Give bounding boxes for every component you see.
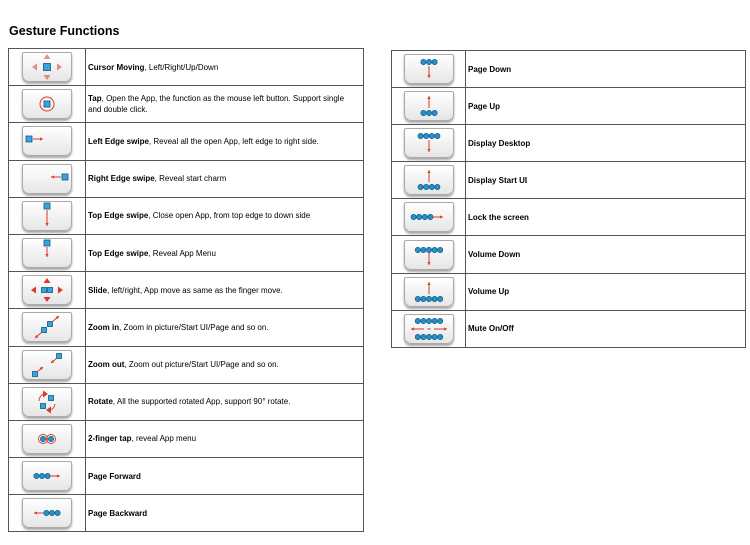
right-edge-swipe-icon: [22, 164, 72, 194]
table-row: [392, 88, 746, 125]
gesture-icon-cell: [392, 310, 466, 347]
gesture-name: Cursor Moving: [88, 62, 145, 72]
gesture-name: Zoom out: [88, 360, 125, 370]
gesture-description: [466, 125, 746, 162]
gesture-description: [86, 160, 364, 197]
page-backward-icon: [22, 498, 72, 528]
gesture-name: Lock the screen: [468, 212, 529, 222]
gesture-description: [86, 123, 364, 160]
table-row: [392, 273, 746, 310]
gesture-icon-cell: [392, 51, 466, 88]
gesture-table-left: [8, 48, 364, 532]
table-row: [9, 160, 364, 197]
volume-down-icon: [404, 240, 454, 270]
table-row: [392, 236, 746, 273]
tap-icon: [22, 89, 72, 119]
gesture-icon-cell: [9, 234, 86, 271]
table-row: [9, 495, 364, 532]
table-row: [392, 310, 746, 347]
gesture-name: Zoom in: [88, 322, 120, 332]
gesture-icon-cell: [9, 123, 86, 160]
gesture-icon-cell: [392, 162, 466, 199]
gesture-description: [86, 420, 364, 457]
table-row: [9, 420, 364, 457]
gesture-icon-cell: [392, 88, 466, 125]
volume-up-icon: [404, 277, 454, 307]
gesture-name: Page Down: [468, 64, 512, 74]
rotate-icon: [22, 387, 72, 417]
page-down-icon: [404, 54, 454, 84]
page-up-icon: [404, 91, 454, 121]
table-row: [9, 272, 364, 309]
gesture-description: [86, 272, 364, 309]
gesture-icon-cell: [9, 420, 86, 457]
table-row: [392, 51, 746, 88]
gesture-description: [466, 162, 746, 199]
table-row: [9, 197, 364, 234]
cursor-move-icon: [22, 52, 72, 82]
gesture-description: [86, 495, 364, 532]
gesture-name: Page Up: [468, 101, 501, 111]
table-row: [9, 49, 364, 86]
gesture-icon-cell: [9, 495, 86, 532]
gesture-detail: , reveal App menu: [131, 434, 197, 444]
table-row: [9, 383, 364, 420]
mute-icon: [404, 314, 454, 344]
gesture-name: Rotate: [88, 397, 113, 407]
svg-text:=: =: [426, 326, 431, 333]
zoom-out-icon: [22, 350, 72, 380]
gesture-description: [86, 309, 364, 346]
gesture-icon-cell: [392, 236, 466, 273]
gesture-icon-cell: [9, 346, 86, 383]
gesture-icon-cell: [9, 309, 86, 346]
gesture-icon-cell: [9, 458, 86, 495]
gesture-table-right: [391, 50, 746, 348]
display-start-ui-icon: [404, 165, 454, 195]
gesture-detail: , Reveal App Menu: [148, 248, 216, 258]
gesture-description: [86, 346, 364, 383]
top-edge-swipe-close-icon: [22, 201, 72, 231]
gesture-description: [466, 88, 746, 125]
gesture-icon-cell: [9, 86, 86, 123]
gesture-name: Page Forward: [88, 471, 141, 481]
gesture-name: Top Edge swipe: [88, 248, 149, 258]
gesture-name: Mute On/Off: [468, 324, 514, 334]
gesture-description: [466, 199, 746, 236]
gesture-description: [86, 458, 364, 495]
gesture-name: Page Backward: [88, 508, 148, 518]
gesture-description: [86, 234, 364, 271]
table-row: [9, 86, 364, 123]
gesture-icon-cell: [9, 272, 86, 309]
table-row: [9, 234, 364, 271]
gesture-name: Volume Down: [468, 250, 521, 260]
gesture-name: Tap: [88, 94, 102, 104]
gesture-name: Display Desktop: [468, 138, 531, 148]
gesture-name: Top Edge swipe: [88, 211, 149, 221]
top-edge-swipe-menu-icon: [22, 238, 72, 268]
gesture-detail: , Left/Right/Up/Down: [144, 62, 219, 72]
gesture-icon-cell: [392, 199, 466, 236]
gesture-name: Volume Up: [468, 287, 510, 297]
lock-screen-icon: [404, 202, 454, 232]
gesture-icon-cell: [9, 383, 86, 420]
gesture-name: Right Edge swipe: [88, 174, 155, 184]
gesture-detail: , Open the App, the function as the mouse left button. Support single and double click.: [88, 94, 345, 115]
table-row: [392, 199, 746, 236]
gesture-description: [86, 49, 364, 86]
gesture-description: [466, 51, 746, 88]
gesture-name: 2-finger tap: [88, 434, 132, 444]
gesture-name: Display Start UI: [468, 175, 528, 185]
table-row: [9, 309, 364, 346]
gesture-detail: , Zoom out picture/Start UI/Page and so on.: [124, 360, 279, 370]
gesture-description: [466, 310, 746, 347]
gesture-detail: , All the supported rotated App, support 90° rotate.: [112, 397, 291, 407]
gesture-detail: , Reveal start charm: [154, 174, 227, 184]
table-row: [9, 346, 364, 383]
gesture-icon-cell: [9, 49, 86, 86]
page-title: Gesture Functions: [9, 24, 120, 38]
gesture-detail: , Zoom in picture/Start UI/Page and so on.: [119, 322, 269, 332]
gesture-description: [466, 236, 746, 273]
gesture-icon-cell: [9, 197, 86, 234]
gesture-description: [86, 86, 364, 123]
display-desktop-icon: [404, 128, 454, 158]
gesture-detail: , Reveal all the open App, left edge to right side.: [148, 136, 319, 146]
slide-icon: [22, 275, 72, 305]
gesture-icon-cell: [392, 273, 466, 310]
zoom-in-icon: [22, 312, 72, 342]
gesture-icon-cell: [392, 125, 466, 162]
gesture-description: [466, 273, 746, 310]
gesture-detail: , Close open App, from top edge to down side: [148, 211, 311, 221]
gesture-detail: , left/right, App move as same as the finger move.: [107, 285, 283, 295]
table-row: [392, 162, 746, 199]
gesture-name: Slide: [88, 285, 108, 295]
table-row: [9, 458, 364, 495]
left-edge-swipe-icon: [22, 126, 72, 156]
table-row: [9, 123, 364, 160]
table-row: [392, 125, 746, 162]
gesture-name: Left Edge swipe: [88, 136, 149, 146]
page-forward-icon: [22, 461, 72, 491]
two-finger-tap-icon: [22, 424, 72, 454]
gesture-icon-cell: [9, 160, 86, 197]
gesture-description: [86, 197, 364, 234]
gesture-description: [86, 383, 364, 420]
